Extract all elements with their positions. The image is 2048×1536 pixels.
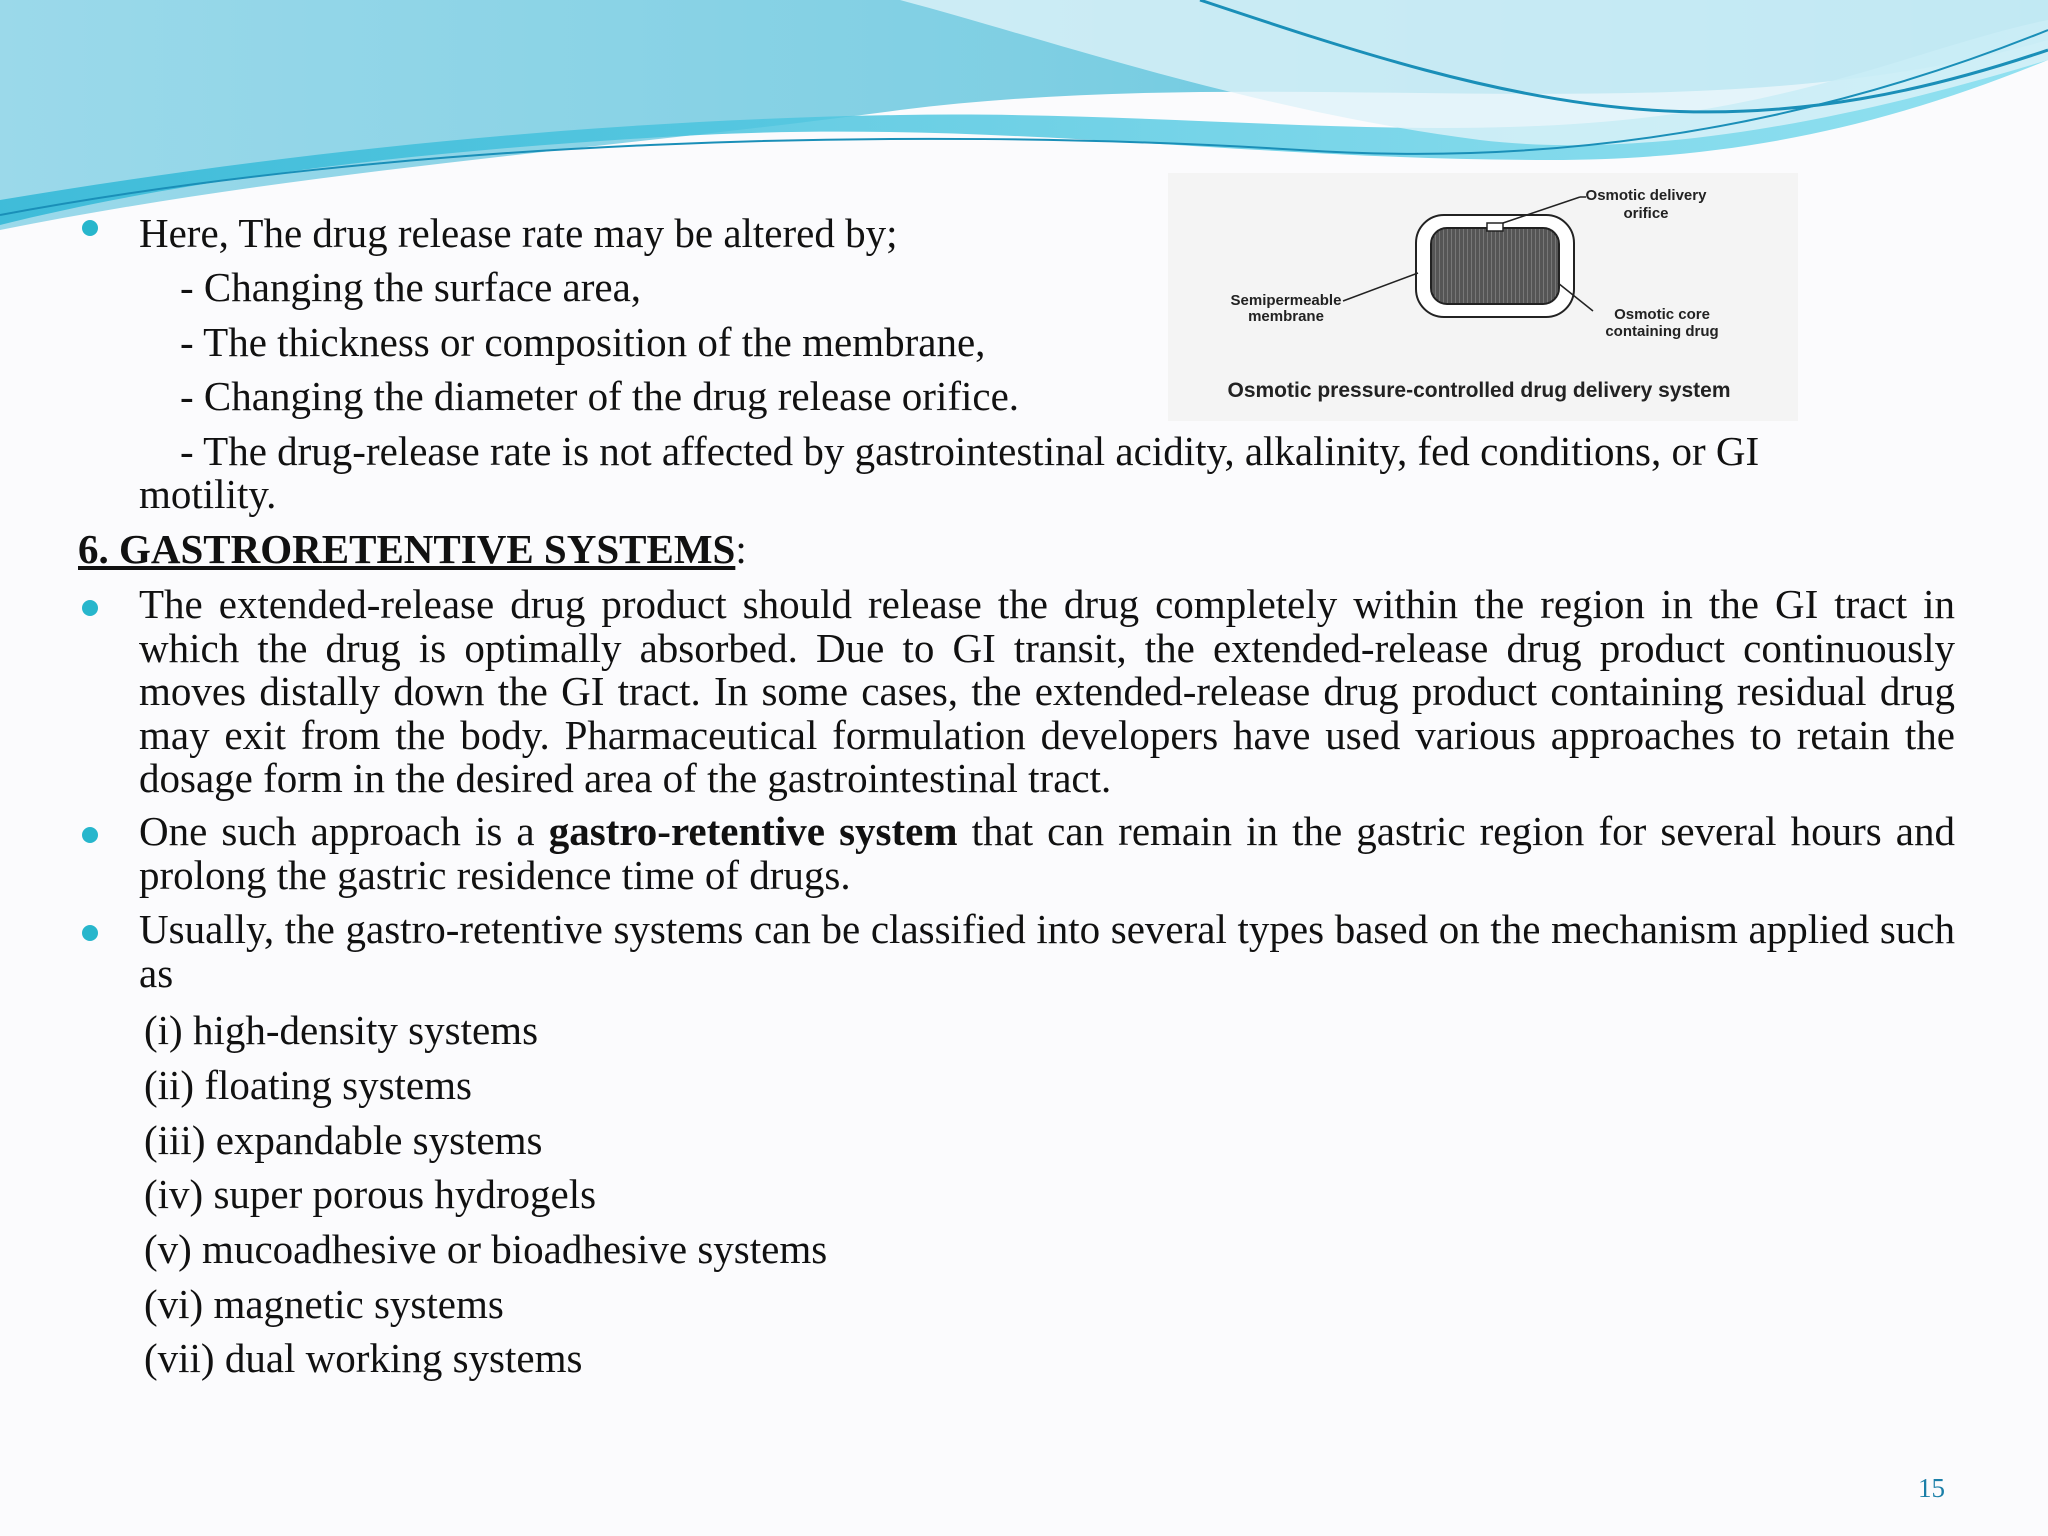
label-core-line2: containing drug <box>1605 323 1719 340</box>
section-title: 6. GASTRORETENTIVE SYSTEMS <box>78 526 736 572</box>
label-membrane-line2: membrane <box>1248 308 1324 325</box>
paragraph-extended-release: The extended-release drug product should release the drug completely within the region in the GI tract in which the drug is optimally absorbed. Due to GI transit, the extended-release drug product continuously moves distally down the GI tract. In some cases, the extended-release drug product containing residual drug may exit from the body. Pharmaceutical formulation developers have used various approaches to retain the dosage form in the desired area of the gastrointestinal tract. <box>139 581 1955 801</box>
intro-continuation: motility. <box>139 471 277 517</box>
p2-text-before: One such approach is a <box>139 808 549 854</box>
label-membrane-line1: Semipermeable <box>1230 292 1342 309</box>
osmotic-core-shape <box>1431 228 1559 304</box>
label-orifice-line2: orifice <box>1623 205 1669 222</box>
type-item-floating: (ii) floating systems <box>144 1062 472 1108</box>
label-core-line1: Osmotic core <box>1614 306 1710 323</box>
intro-item-membrane: - The thickness or composition of the membrane, <box>180 319 986 365</box>
section-heading <box>78 527 747 571</box>
orifice-shape <box>1487 223 1503 231</box>
bullet-icon <box>82 827 98 843</box>
page-number: 15 <box>1918 1473 1945 1503</box>
bullet-icon <box>82 925 98 941</box>
bullet-icon <box>82 600 98 616</box>
type-item-mucoadhesive: (v) mucoadhesive or bioadhesive systems <box>144 1226 828 1272</box>
p2-bold-term: gastro-retentive system <box>548 808 958 854</box>
intro-item-not-affected: - The drug-release rate is not affected by gastrointestinal acidity, alkalinity, fed conditions, or GI <box>180 428 1760 474</box>
intro-item-surface-area: - Changing the surface area, <box>180 264 642 310</box>
paragraph-gastro-retentive <box>139 810 1955 897</box>
osmotic-device-diagram <box>1168 173 1798 421</box>
osmotic-system-figure <box>1168 173 1798 421</box>
intro-lead: Here, The drug release rate may be altered by; <box>139 210 898 256</box>
figure-caption: Osmotic pressure-controlled drug delivery system <box>1227 379 1731 402</box>
type-item-magnetic: (vi) magnetic systems <box>144 1281 504 1327</box>
type-item-expandable: (iii) expandable systems <box>144 1117 543 1163</box>
intro-item-orifice: - Changing the diameter of the drug release orifice. <box>180 373 1020 419</box>
bullet-icon <box>82 220 98 236</box>
type-item-high-density: (i) high-density systems <box>144 1007 539 1053</box>
section-suffix: : <box>735 526 747 572</box>
label-orifice-line1: Osmotic delivery <box>1585 187 1707 204</box>
paragraph-classification: Usually, the gastro-retentive systems can be classified into several types based on the mechanism applied such as <box>139 906 1955 996</box>
p2-text-after: that can remain in the gastric region for several hours and prolong the gastric residence time of drugs. <box>139 808 1955 898</box>
type-item-dual-working: (vii) dual working systems <box>144 1335 583 1381</box>
type-item-hydrogels: (iv) super porous hydrogels <box>144 1171 597 1217</box>
